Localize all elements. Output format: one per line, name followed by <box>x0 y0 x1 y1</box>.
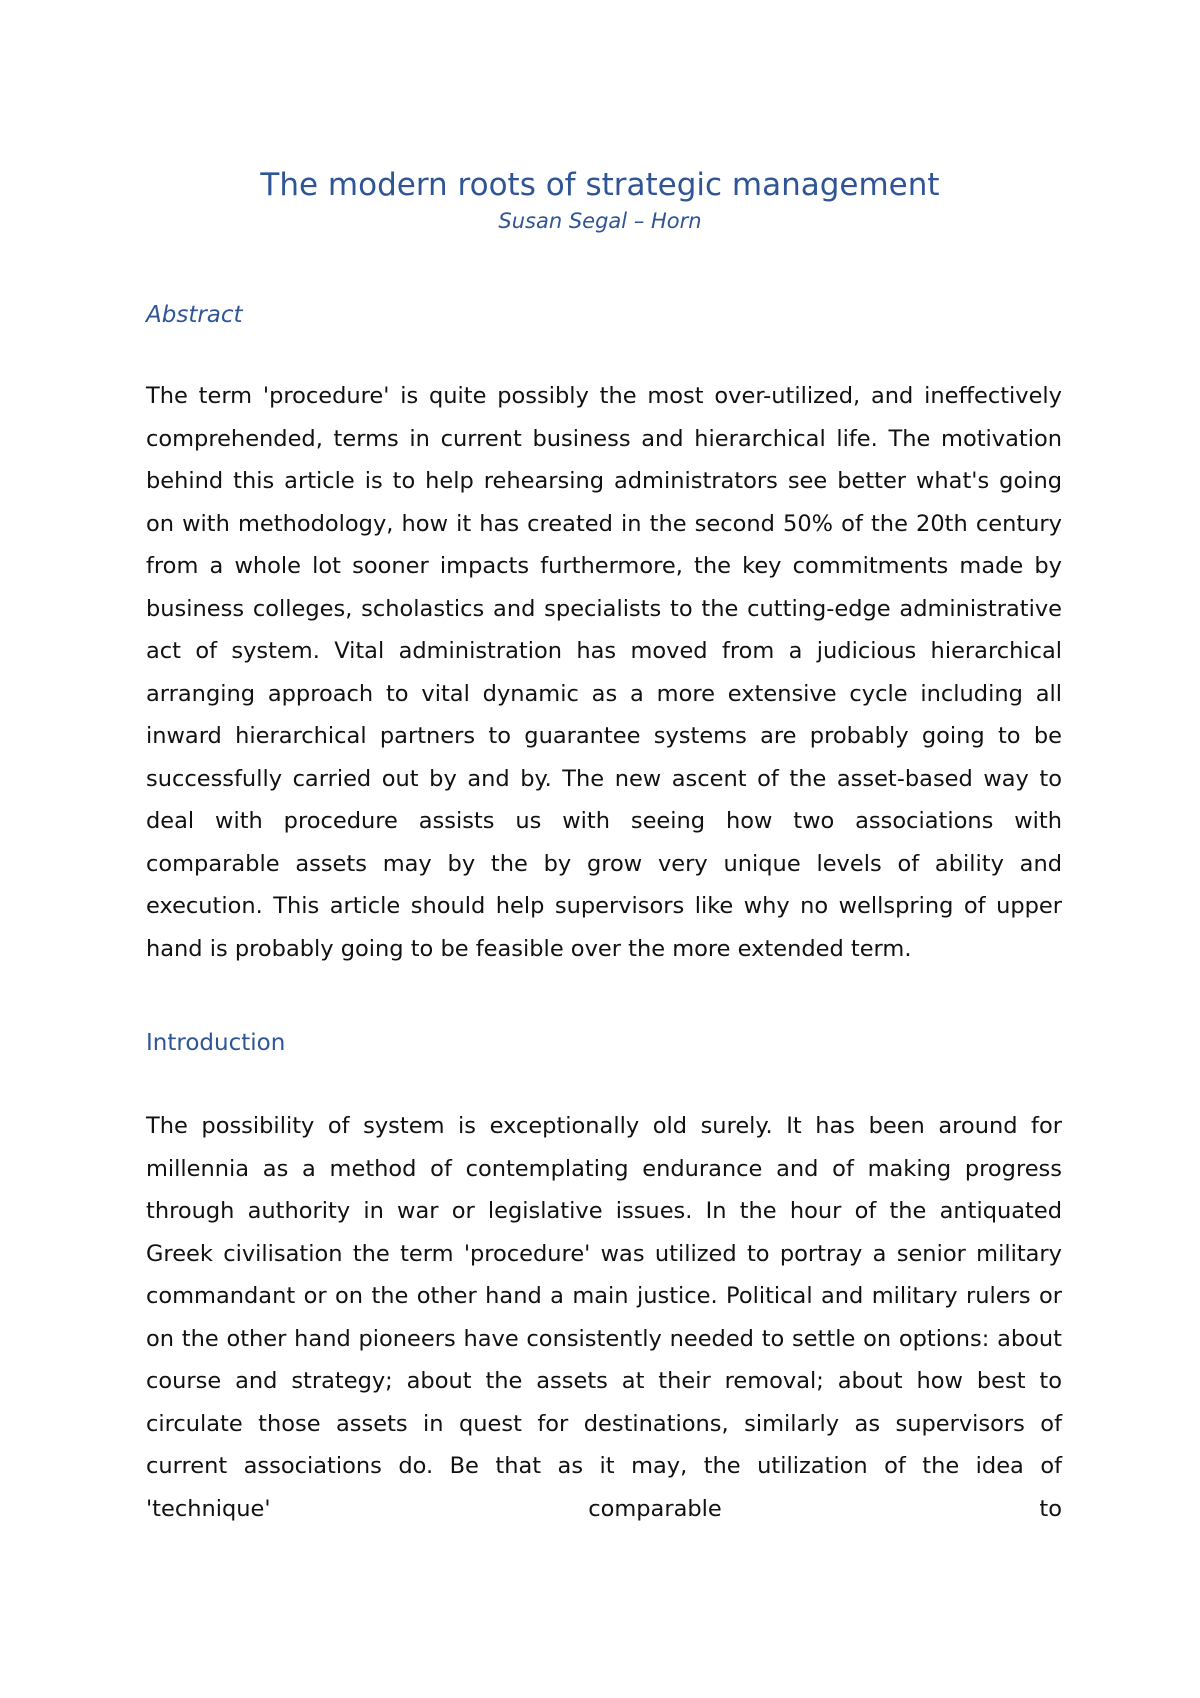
document-title: The modern roots of strategic management <box>260 167 940 203</box>
introduction-heading: Introduction <box>146 1030 286 1056</box>
abstract-heading: Abstract <box>146 302 243 328</box>
document-author: Susan Segal – Horn <box>498 209 702 233</box>
title-block <box>0 166 1200 235</box>
introduction-paragraph: The possibility of system is exceptionally old surely. It has been around for millennia as a method of contemplating endurance and of making progress through authority in war or legislative issues. In the hour of the antiquated Greek civilisation the term 'procedure' was utilized to portray a senior military commandant or on the other hand a main justice. Political and military rulers or on the other hand pioneers have consistently needed to settle on options: about course and strategy; about the assets at their removal; about how best to circulate those assets in quest for destinations, similarly as supervisors of current associations do. Be that as it may, the utilization of the idea of 'technique' comparable to <box>146 1113 1062 1522</box>
abstract-paragraph: The term 'procedure' is quite possibly the most over-utilized, and ineffectively comprehended, terms in current business and hierarchical life. The motivation behind this article is to help rehearsing administrators see better what's going on with methodology, how it has created in the second 50% of the 20th century from a whole lot sooner impacts furthermore, the key commitments made by business colleges, scholastics and specialists to the cutting-edge administrative act of system. Vital administration has moved from a judicious hierarchical arranging approach to vital dynamic as a more extensive cycle including all inward hierarchical partners to guarantee systems are probably going to be successfully carried out by and by. The new ascent of the asset-based way to deal with procedure assists us with seeing how two associations with comparable assets may by the by grow very unique levels of ability and execution. This article should help supervisors like why no wellspring of upper hand is probably going to be feasible over the more extended term. <box>146 383 1062 962</box>
